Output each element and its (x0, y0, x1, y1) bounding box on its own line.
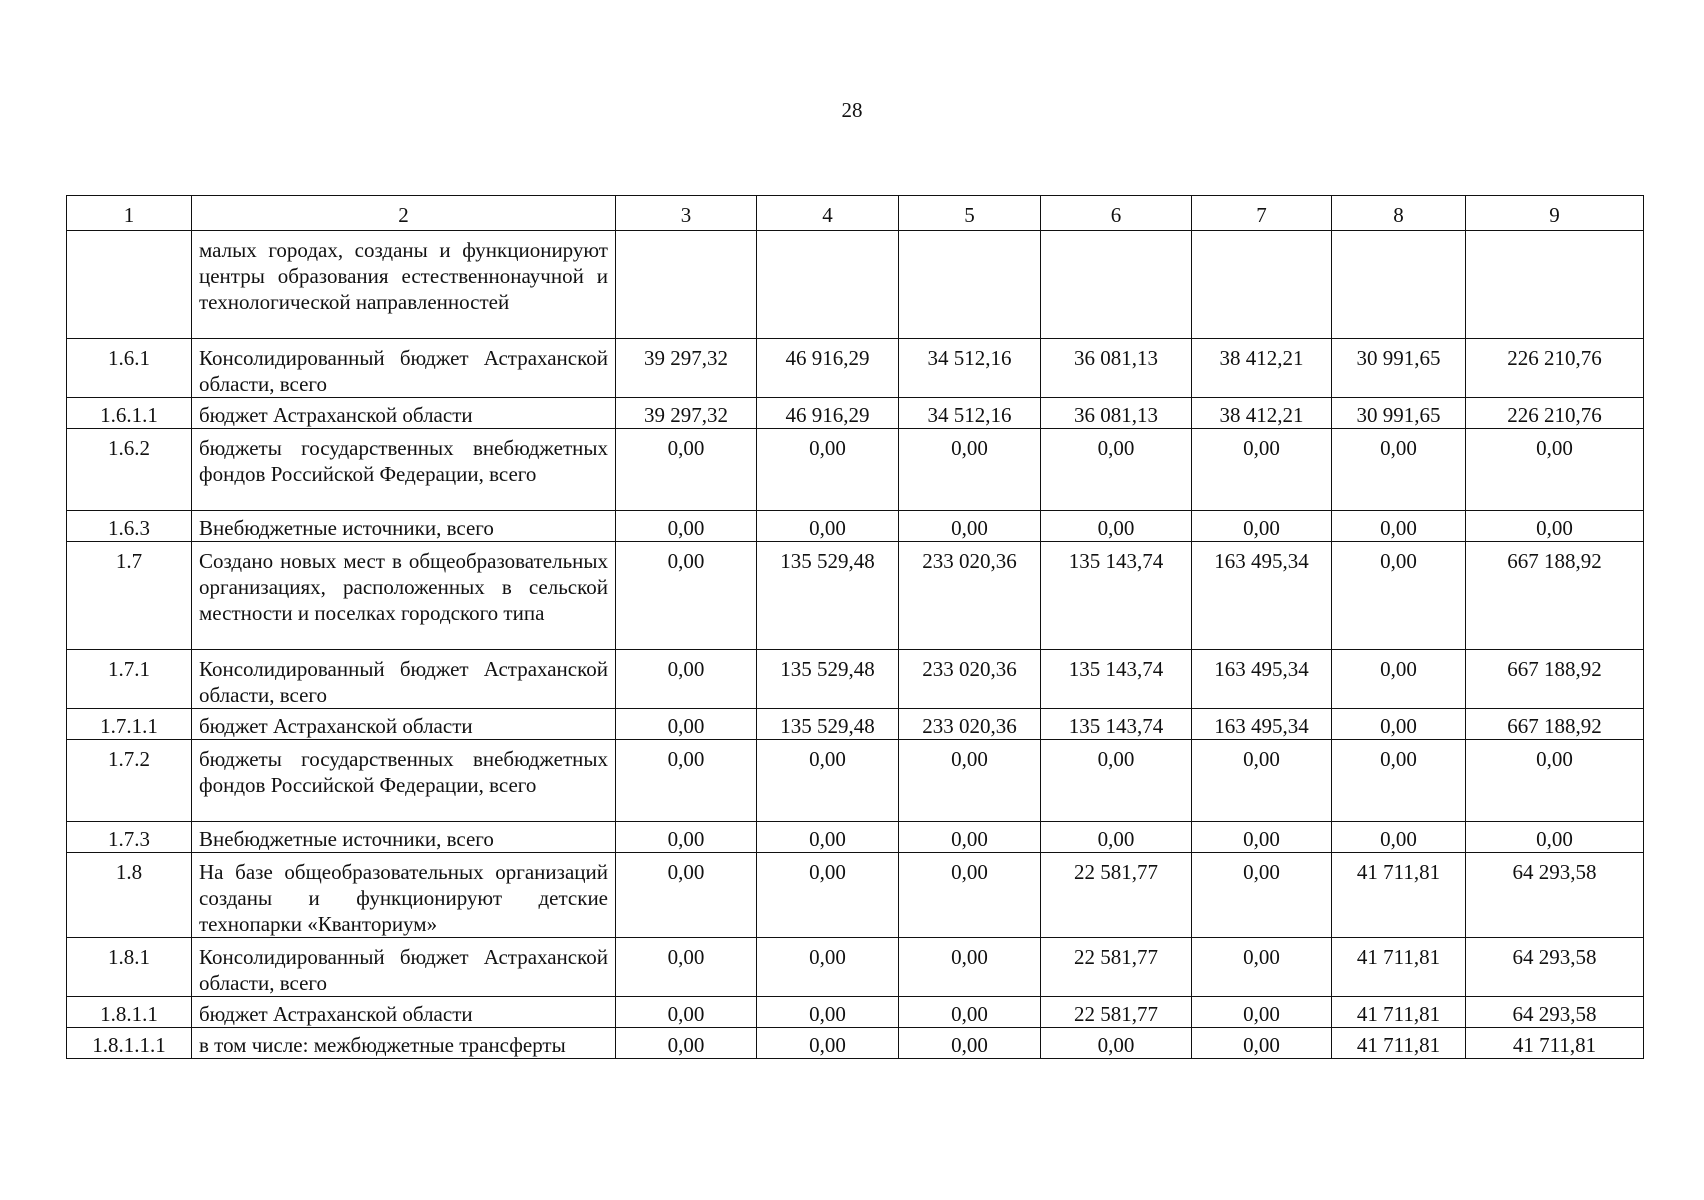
value-cell: 163 495,34 (1192, 650, 1332, 709)
value-cell: 0,00 (1041, 1028, 1192, 1059)
value-cell: 0,00 (757, 938, 899, 997)
value-cell: 30 991,65 (1332, 398, 1466, 429)
table-row (67, 938, 1644, 997)
value-cell: 22 581,77 (1041, 997, 1192, 1028)
value-cell: 64 293,58 (1466, 853, 1644, 938)
value-cell: 0,00 (757, 1028, 899, 1059)
value-cell: 22 581,77 (1041, 853, 1192, 938)
value-cell: 41 711,81 (1466, 1028, 1644, 1059)
row-code: 1.6.2 (67, 429, 192, 511)
value-cell (1332, 231, 1466, 339)
row-code: 1.7.1 (67, 650, 192, 709)
table-row (67, 511, 1644, 542)
value-cell: 0,00 (1466, 740, 1644, 822)
value-cell: 0,00 (1332, 542, 1466, 650)
value-cell: 233 020,36 (899, 709, 1041, 740)
value-cell: 0,00 (1192, 1028, 1332, 1059)
row-name: Внебюджетные источники, всего (192, 822, 616, 853)
value-cell: 0,00 (899, 511, 1041, 542)
row-name: бюджет Астраханской области (192, 997, 616, 1028)
column-header: 3 (616, 196, 757, 231)
value-cell: 0,00 (1192, 938, 1332, 997)
value-cell: 163 495,34 (1192, 542, 1332, 650)
table-row (67, 650, 1644, 709)
value-cell (1192, 231, 1332, 339)
value-cell: 0,00 (1192, 740, 1332, 822)
value-cell: 38 412,21 (1192, 398, 1332, 429)
table-row (67, 822, 1644, 853)
budget-table (66, 195, 1644, 1059)
value-cell: 0,00 (757, 740, 899, 822)
value-cell: 0,00 (1041, 822, 1192, 853)
row-code: 1.7 (67, 542, 192, 650)
row-name: Консолидированный бюджет Астраханской области, всего (192, 339, 616, 398)
column-header: 8 (1332, 196, 1466, 231)
table-row (67, 542, 1644, 650)
value-cell: 0,00 (899, 853, 1041, 938)
value-cell: 0,00 (616, 822, 757, 853)
column-header: 1 (67, 196, 192, 231)
table-row (67, 429, 1644, 511)
table-row (67, 1028, 1644, 1059)
value-cell: 0,00 (1332, 429, 1466, 511)
value-cell: 135 143,74 (1041, 709, 1192, 740)
value-cell: 233 020,36 (899, 650, 1041, 709)
row-code: 1.7.1.1 (67, 709, 192, 740)
table-row (67, 740, 1644, 822)
header-row (67, 196, 1644, 231)
value-cell: 0,00 (616, 1028, 757, 1059)
column-header: 2 (192, 196, 616, 231)
value-cell: 41 711,81 (1332, 938, 1466, 997)
table-row (67, 853, 1644, 938)
value-cell: 0,00 (616, 709, 757, 740)
value-cell: 233 020,36 (899, 542, 1041, 650)
value-cell: 0,00 (616, 997, 757, 1028)
value-cell: 0,00 (1466, 511, 1644, 542)
value-cell: 0,00 (1192, 429, 1332, 511)
value-cell: 41 711,81 (1332, 1028, 1466, 1059)
value-cell: 135 143,74 (1041, 542, 1192, 650)
value-cell: 0,00 (1041, 429, 1192, 511)
value-cell (616, 231, 757, 339)
value-cell (1041, 231, 1192, 339)
value-cell: 30 991,65 (1332, 339, 1466, 398)
value-cell: 667 188,92 (1466, 542, 1644, 650)
value-cell: 0,00 (899, 740, 1041, 822)
value-cell (899, 231, 1041, 339)
row-name: Создано новых мест в общеобразовательных организациях, расположенных в сельской местности и поселках городского типа (192, 542, 616, 650)
value-cell: 0,00 (1192, 822, 1332, 853)
value-cell: 38 412,21 (1192, 339, 1332, 398)
table-row (67, 231, 1644, 339)
value-cell: 0,00 (616, 542, 757, 650)
value-cell: 64 293,58 (1466, 997, 1644, 1028)
value-cell: 0,00 (1192, 511, 1332, 542)
value-cell: 46 916,29 (757, 339, 899, 398)
row-code: 1.8.1.1 (67, 997, 192, 1028)
value-cell: 0,00 (899, 938, 1041, 997)
value-cell: 0,00 (1332, 650, 1466, 709)
row-name: Консолидированный бюджет Астраханской области, всего (192, 938, 616, 997)
row-name: бюджеты государственных внебюджетных фондов Российской Федерации, всего (192, 740, 616, 822)
value-cell: 39 297,32 (616, 398, 757, 429)
column-header: 9 (1466, 196, 1644, 231)
value-cell: 0,00 (1041, 511, 1192, 542)
row-code: 1.8 (67, 853, 192, 938)
row-name: Внебюджетные источники, всего (192, 511, 616, 542)
value-cell: 0,00 (616, 853, 757, 938)
value-cell: 163 495,34 (1192, 709, 1332, 740)
value-cell: 0,00 (616, 429, 757, 511)
value-cell: 0,00 (899, 429, 1041, 511)
row-name: На базе общеобразовательных организаций созданы и функционируют детские технопарки «Кванториум» (192, 853, 616, 938)
value-cell: 0,00 (1192, 853, 1332, 938)
value-cell: 0,00 (1332, 709, 1466, 740)
value-cell: 0,00 (1041, 740, 1192, 822)
value-cell: 0,00 (1332, 822, 1466, 853)
value-cell: 36 081,13 (1041, 339, 1192, 398)
value-cell: 0,00 (1332, 511, 1466, 542)
table-body (67, 231, 1644, 1059)
page-number: 28 (841, 98, 863, 122)
row-name: бюджет Астраханской области (192, 709, 616, 740)
value-cell: 0,00 (1466, 429, 1644, 511)
value-cell: 39 297,32 (616, 339, 757, 398)
value-cell: 0,00 (1466, 822, 1644, 853)
value-cell: 135 529,48 (757, 542, 899, 650)
table-row (67, 997, 1644, 1028)
row-code: 1.6.1 (67, 339, 192, 398)
table-row (67, 709, 1644, 740)
value-cell: 0,00 (899, 1028, 1041, 1059)
table-row (67, 398, 1644, 429)
value-cell: 0,00 (899, 997, 1041, 1028)
value-cell: 41 711,81 (1332, 997, 1466, 1028)
column-header: 4 (757, 196, 899, 231)
row-code: 1.6.3 (67, 511, 192, 542)
value-cell: 46 916,29 (757, 398, 899, 429)
row-code: 1.7.3 (67, 822, 192, 853)
value-cell: 0,00 (757, 511, 899, 542)
column-header: 6 (1041, 196, 1192, 231)
row-name: малых городах, созданы и функционируют центры образования естественнонаучной и технологической направленностей (192, 231, 616, 339)
value-cell: 226 210,76 (1466, 339, 1644, 398)
value-cell: 667 188,92 (1466, 709, 1644, 740)
row-name: бюджеты государственных внебюджетных фондов Российской Федерации, всего (192, 429, 616, 511)
value-cell: 0,00 (757, 853, 899, 938)
value-cell: 135 143,74 (1041, 650, 1192, 709)
value-cell: 0,00 (616, 938, 757, 997)
value-cell: 135 529,48 (757, 709, 899, 740)
column-header: 7 (1192, 196, 1332, 231)
value-cell: 22 581,77 (1041, 938, 1192, 997)
value-cell: 0,00 (757, 822, 899, 853)
value-cell: 0,00 (616, 511, 757, 542)
row-code: 1.6.1.1 (67, 398, 192, 429)
value-cell: 0,00 (1332, 740, 1466, 822)
value-cell: 36 081,13 (1041, 398, 1192, 429)
value-cell: 41 711,81 (1332, 853, 1466, 938)
value-cell: 135 529,48 (757, 650, 899, 709)
value-cell: 0,00 (757, 429, 899, 511)
row-code: 1.7.2 (67, 740, 192, 822)
value-cell: 34 512,16 (899, 339, 1041, 398)
value-cell: 0,00 (616, 740, 757, 822)
column-header: 5 (899, 196, 1041, 231)
row-code (67, 231, 192, 339)
value-cell: 0,00 (899, 822, 1041, 853)
row-code: 1.8.1 (67, 938, 192, 997)
value-cell: 0,00 (757, 997, 899, 1028)
value-cell: 0,00 (1192, 997, 1332, 1028)
row-code: 1.8.1.1.1 (67, 1028, 192, 1059)
value-cell: 64 293,58 (1466, 938, 1644, 997)
value-cell: 226 210,76 (1466, 398, 1644, 429)
row-name: Консолидированный бюджет Астраханской области, всего (192, 650, 616, 709)
value-cell (1466, 231, 1644, 339)
row-name: бюджет Астраханской области (192, 398, 616, 429)
value-cell: 667 188,92 (1466, 650, 1644, 709)
value-cell (757, 231, 899, 339)
value-cell: 0,00 (616, 650, 757, 709)
value-cell: 34 512,16 (899, 398, 1041, 429)
row-name: в том числе: межбюджетные трансферты (192, 1028, 616, 1059)
table-row (67, 339, 1644, 398)
